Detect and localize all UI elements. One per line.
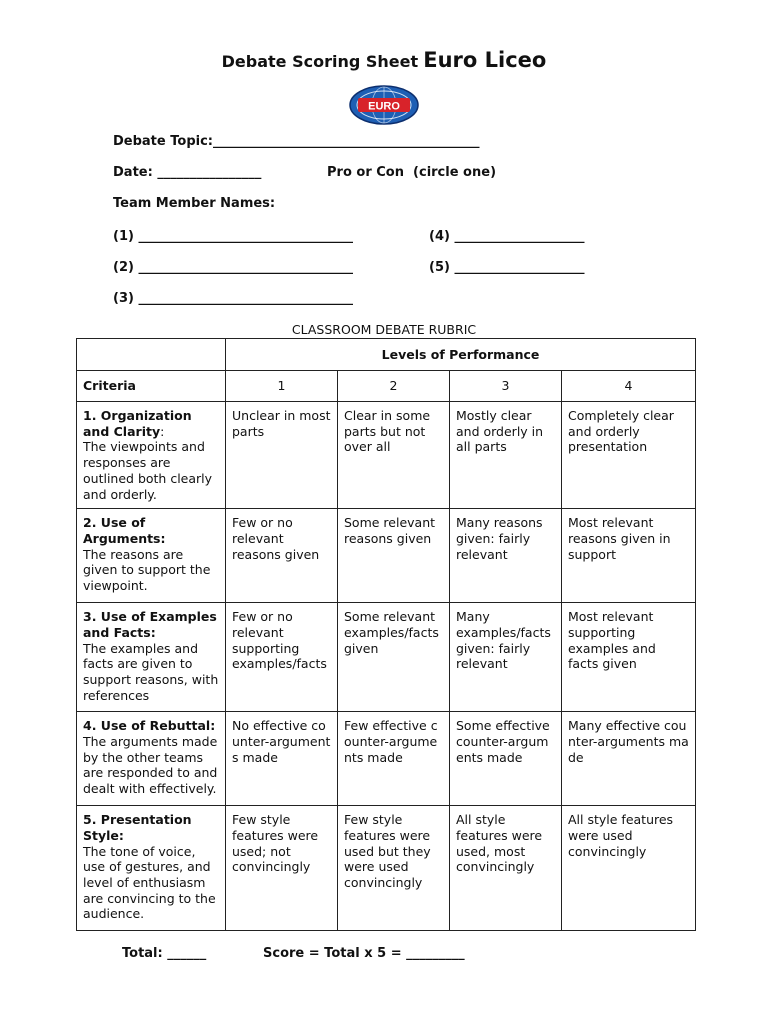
criteria-title: 1. Organization and Clarity xyxy=(83,408,192,439)
score-cell: Some effective counter-arguments made xyxy=(450,712,562,806)
member-5-field: (5) ____________________ xyxy=(429,260,585,275)
level-3-heading: 3 xyxy=(450,371,562,402)
score-cell: Completely clear and orderly presentation xyxy=(562,402,696,509)
table-row xyxy=(77,712,696,806)
score-cell: Unclear in most parts xyxy=(226,402,338,509)
score-cell: Some relevant reasons given xyxy=(338,509,450,603)
score-cell: Few effective counter-arguments made xyxy=(338,712,450,806)
score-field: Score = Total x 5 = _________ xyxy=(263,946,465,961)
score-cell: All style features were used convincingly xyxy=(562,806,696,931)
member-1-field: (1) _________________________________ xyxy=(113,229,353,244)
table-header-row xyxy=(77,339,696,371)
score-cell: Many examples/facts given: fairly relevant xyxy=(450,603,562,712)
level-2-heading: 2 xyxy=(338,371,450,402)
criteria-cell xyxy=(77,603,226,712)
date-field: Date: ________________ xyxy=(113,165,262,180)
criteria-title-suffix: : xyxy=(160,423,165,439)
euro-liceo-logo xyxy=(348,85,420,125)
page-title xyxy=(0,48,768,72)
level-4-heading: 4 xyxy=(562,371,696,402)
pro-con-field: Pro or Con (circle one) xyxy=(327,165,497,180)
score-cell: Few style features were used; not convincingly xyxy=(226,806,338,931)
score-cell: Many effective counter-arguments made xyxy=(562,712,696,806)
criteria-description: The viewpoints and responses are outlined both clearly and orderly. xyxy=(83,439,213,502)
title-part-1: Debate Scoring Sheet xyxy=(221,52,419,71)
header-empty-cell xyxy=(77,339,226,371)
member-4-field: (4) ____________________ xyxy=(429,229,585,244)
criteria-title: 4. Use of Rebuttal: xyxy=(83,718,216,734)
criteria-cell xyxy=(77,402,226,509)
levels-heading: Levels of Performance xyxy=(226,339,696,371)
team-member-label: Team Member Names: xyxy=(113,196,276,211)
title-part-2: Euro Liceo xyxy=(423,48,547,72)
total-field: Total: ______ xyxy=(122,946,207,961)
criteria-title: 5. Presentation Style: xyxy=(83,812,192,843)
table-subheader-row xyxy=(77,371,696,402)
criteria-cell xyxy=(77,509,226,603)
criteria-cell xyxy=(77,712,226,806)
criteria-description: The reasons are given to support the viewpoint. xyxy=(83,546,211,594)
criteria-title: 3. Use of Examples and Facts: xyxy=(83,609,217,640)
score-cell: Most relevant reasons given in support xyxy=(562,509,696,603)
criteria-cell xyxy=(77,806,226,931)
table-row xyxy=(77,806,696,931)
score-cell: Clear in some parts but not over all xyxy=(338,402,450,509)
table-row xyxy=(77,603,696,712)
rubric-caption: CLASSROOM DEBATE RUBRIC xyxy=(291,322,477,337)
score-cell: Few or no relevant reasons given xyxy=(226,509,338,603)
criteria-heading: Criteria xyxy=(77,371,226,402)
criteria-description: The tone of voice, use of gestures, and level of enthusiasm are convincing to the audience. xyxy=(83,843,216,922)
table-row xyxy=(77,509,696,603)
criteria-title: 2. Use of Arguments: xyxy=(83,515,166,546)
score-cell: All style features were used, most convincingly xyxy=(450,806,562,931)
level-1-heading: 1 xyxy=(226,371,338,402)
score-cell: Many reasons given: fairly relevant xyxy=(450,509,562,603)
score-cell: No effective counter-arguments made xyxy=(226,712,338,806)
score-cell: Few style features were used but they were used convincingly xyxy=(338,806,450,931)
criteria-description: The arguments made by the other teams are responded to and dealt with effectively. xyxy=(83,733,218,797)
score-cell: Some relevant examples/facts given xyxy=(338,603,450,712)
score-cell: Most relevant supporting examples and facts given xyxy=(562,603,696,712)
logo-text: EURO xyxy=(368,100,400,113)
debate-topic-field: Debate Topic:_________________________________________ xyxy=(113,134,480,149)
member-3-field: (3) _________________________________ xyxy=(113,291,353,306)
table-row xyxy=(77,402,696,509)
rubric-table xyxy=(76,338,696,931)
member-2-field: (2) _________________________________ xyxy=(113,260,353,275)
score-cell: Mostly clear and orderly in all parts xyxy=(450,402,562,509)
criteria-description: The examples and facts are given to support reasons, with references xyxy=(83,640,219,703)
score-cell: Few or no relevant supporting examples/facts xyxy=(226,603,338,712)
